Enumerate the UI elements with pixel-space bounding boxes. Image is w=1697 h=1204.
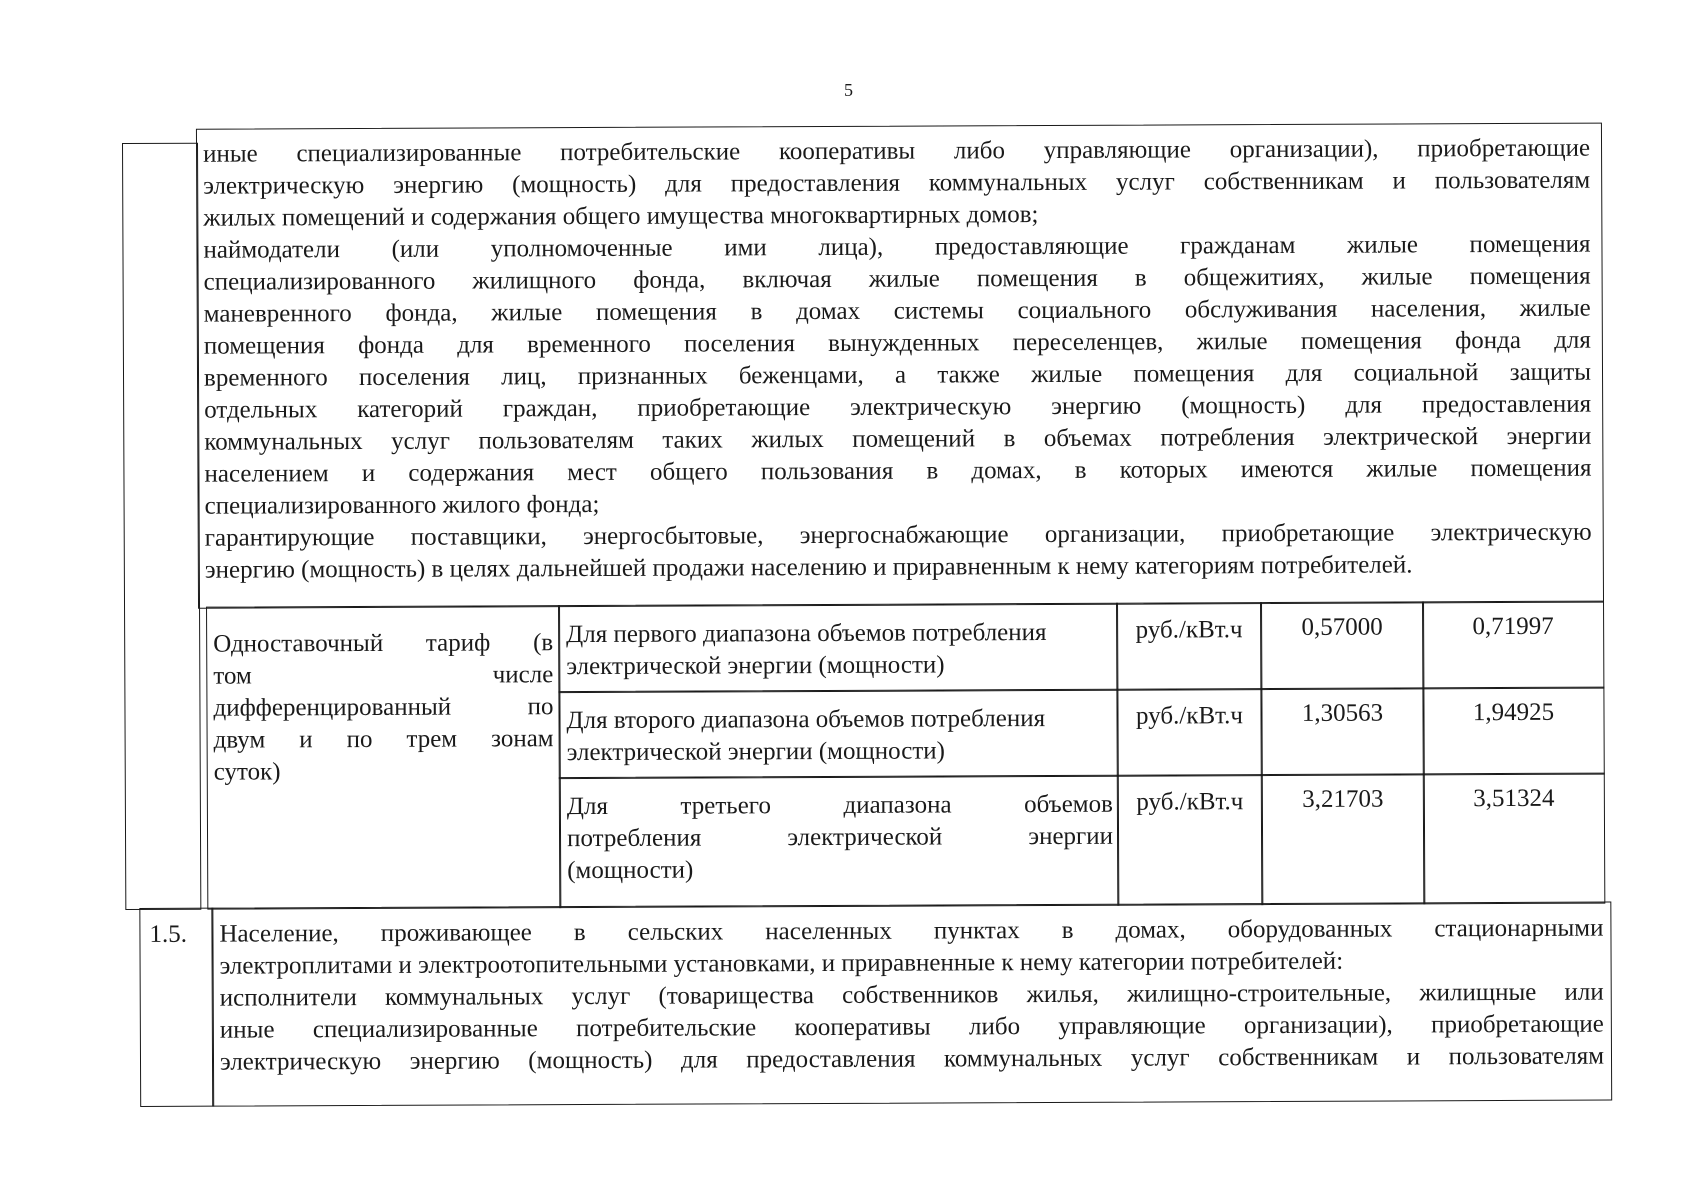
- text-line: гарантирующие поставщики, энергосбытовые, энергоснабжающие организации, приобретающие электрическую: [204, 518, 1592, 552]
- text-line: электрическую энергию (мощность) для предоставления коммунальных услуг собственникам и пользователям: [203, 166, 1591, 200]
- tariff-name-line: дифференцированный по: [213, 693, 554, 722]
- section-15-line: электрическую энергию (мощность) для предоставления коммунальных услуг собственникам и пользователям: [219, 1042, 1605, 1076]
- text-line: помещения фонда для временного поселения вынужденных переселенцев, жилые помещения фонда для: [203, 326, 1591, 360]
- section-15-number: 1.5.: [149, 920, 188, 948]
- page-number: 5: [844, 80, 853, 100]
- range2-desc-line: электрической энергии (мощности): [566, 737, 945, 767]
- text-line: населением и содержания мест общего пользования в домах, в которых имеются жилые помещения: [204, 454, 1592, 488]
- range3-unit: руб./кВт.ч: [1136, 788, 1244, 816]
- range2-value2: 1,94925: [1472, 698, 1555, 727]
- tariff-name-line: том числе: [213, 661, 554, 690]
- text-line: специализированного жилого фонда;: [204, 490, 600, 520]
- range3-value2: 3,51324: [1473, 784, 1555, 813]
- text-line: энергию (мощность) в целях дальнейшей продажи населению и приравненным к нему категориям потребителей.: [204, 551, 1413, 584]
- section-15-line: иные специализированные потребительские кооперативы либо управляющие организации), приобретающие: [219, 1010, 1604, 1044]
- range3-desc-line: Для третьего диапазона объемов: [566, 790, 1113, 821]
- range2-desc-line: Для второго диапазона объемов потребления: [566, 705, 1046, 735]
- text-line: отдельных категорий граждан, приобретающие электрическую энергию (мощность) для предоставления: [204, 390, 1592, 424]
- range2-value1: 1,30563: [1301, 699, 1384, 727]
- tariff-name-line: Одноставочный тариф (в: [213, 629, 554, 658]
- range1-desc-line: Для первого диапазона объемов потребления: [566, 619, 1047, 649]
- range1-value2: 0,71997: [1472, 612, 1554, 641]
- range2-unit: руб./кВт.ч: [1135, 702, 1244, 730]
- range3-value1: 3,21703: [1302, 785, 1384, 813]
- text-line: иные специализированные потребительские кооперативы либо управляющие организации), приобретающие: [202, 134, 1591, 168]
- section-15-line: электроплитами и электроотопительными установками, и приравненные к нему категории потребителей:: [219, 947, 1344, 980]
- text-line: коммунальных услуг пользователям таких жилых помещений в объемах потребления электрической энергии: [204, 422, 1592, 456]
- range1-unit: руб./кВт.ч: [1135, 616, 1243, 644]
- top-number-cell: [122, 143, 201, 910]
- text-line: наймодатели (или уполномоченные ими лица), предоставляющие гражданам жилые помещения: [203, 230, 1591, 264]
- tariff-name-line: двум и по трем зонам: [213, 725, 554, 754]
- text-line: временного поселения лиц, признанных беженцами, а также жилые помещения для социальной защиты: [203, 358, 1592, 392]
- top-text-block: [0, 0, 1694, 584]
- section-15-line: исполнители коммунальных услуг (товарищества собственников жилья, жилищно-строительные, жилищные или: [219, 978, 1604, 1012]
- section-15-line: Население, проживающее в сельских населенных пунктах в домах, оборудованных стационарными: [219, 914, 1604, 948]
- text-line: маневренного фонда, жилые помещения в домах системы социального обслуживания населения, жилые: [203, 294, 1591, 328]
- range1-value1: 0,57000: [1301, 613, 1383, 641]
- range1-desc-line: электрической энергии (мощности): [566, 651, 945, 681]
- text-line: жилых помещений и содержания общего имущества многоквартирных домов;: [203, 201, 1039, 232]
- tariff-name-line: суток): [213, 758, 281, 786]
- text-line: специализированного жилищного фонда, включая жилые помещения в общежитиях, жилые помещения: [203, 262, 1591, 296]
- range3-desc-line: потребления электрической энергии: [566, 822, 1114, 853]
- range3-desc-line: (мощности): [567, 856, 694, 885]
